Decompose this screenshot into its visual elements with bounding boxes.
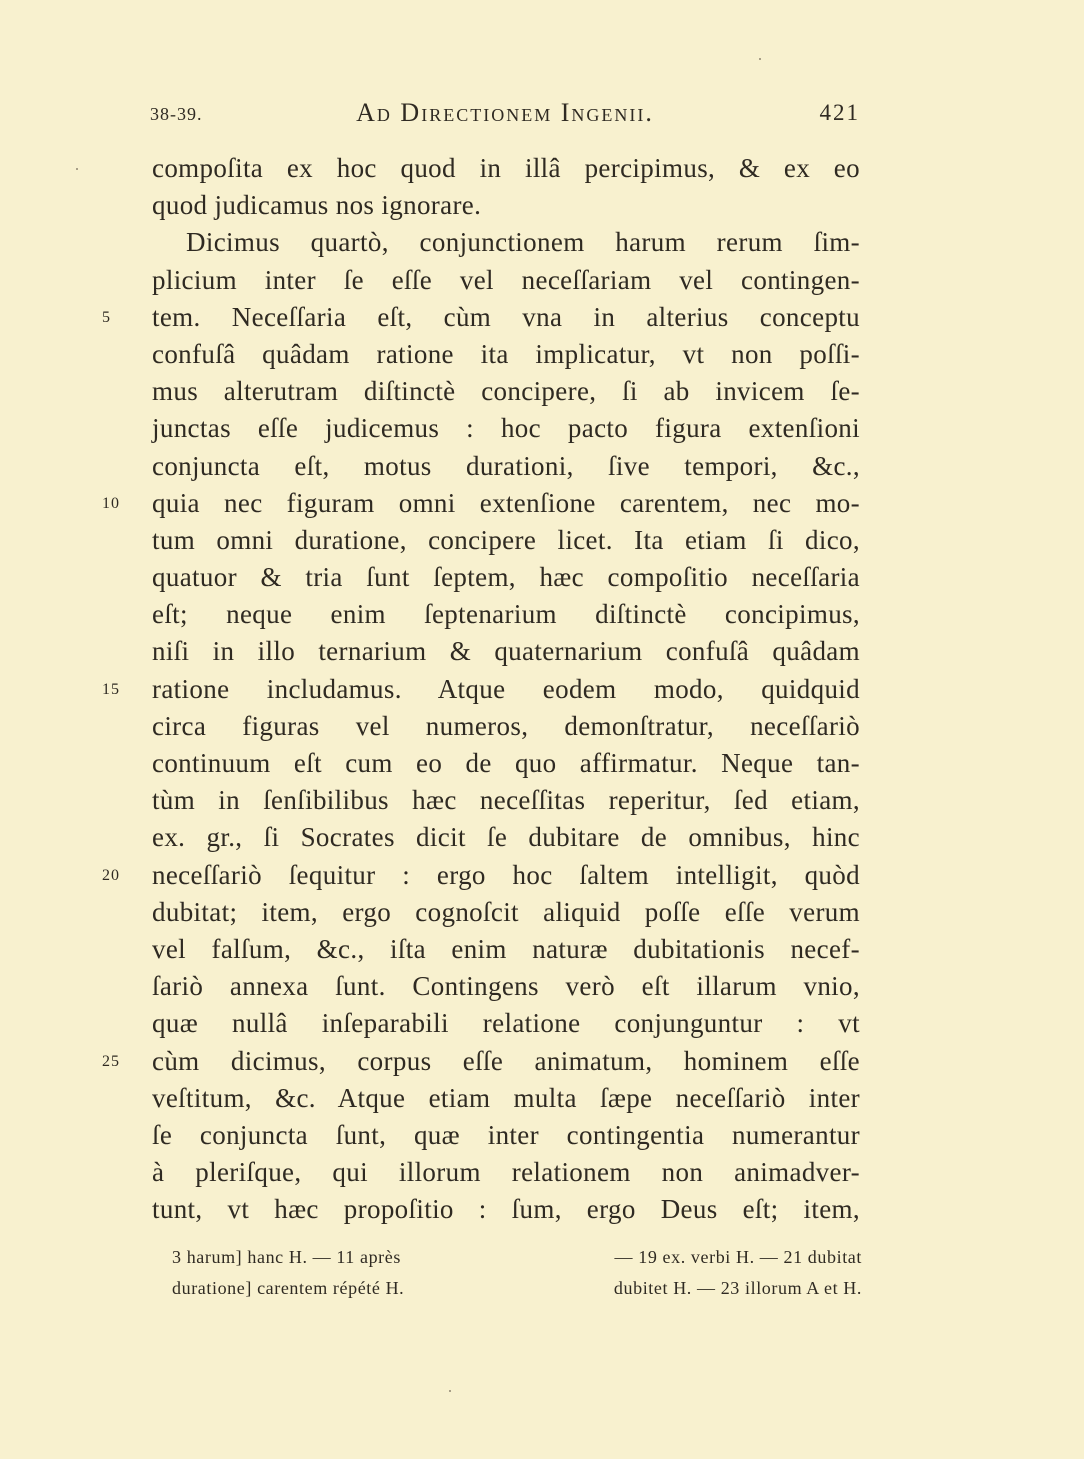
- text-line: [152, 708, 860, 745]
- text-line: [152, 224, 860, 261]
- line-text: plicium inter ſe eſſe vel neceſſariam vel contingen-: [152, 264, 860, 295]
- text-line: [152, 1080, 860, 1117]
- running-title: Ad Directionem Ingenii.: [356, 98, 654, 127]
- speck-mark: [449, 1390, 451, 1392]
- line-text: veſtitum, &c. Atque etiam multa ſæpe neceſſariò inter: [152, 1082, 860, 1113]
- text-line: [152, 522, 860, 559]
- text-line: [152, 782, 860, 819]
- footnote-line: [160, 1242, 862, 1273]
- line-text: Dicimus quartò, conjunctionem harum rerum ſim-: [186, 227, 860, 258]
- line-text: quod judicamus nos ignorare.: [152, 190, 482, 221]
- text-line: [152, 968, 860, 1005]
- line-text: confuſâ quâdam ratione ita implicatur, vt non poſſi-: [152, 338, 860, 369]
- line-text: tùm in ſenſibilibus hæc neceſſitas reperitur, ſed etiam,: [152, 785, 860, 816]
- footnote-right: dubitet H. — 23 illorum A et H.: [613, 1278, 862, 1298]
- line-text: ratione includamus. Atque eodem modo, quidquid: [152, 673, 860, 704]
- line-text: ex. gr., ſi Socrates dicit ſe dubitare de omnibus, hinc: [152, 822, 860, 853]
- text-line: [102, 485, 860, 522]
- footnote-right: — 19 ex. verbi H. — 21 dubitat: [614, 1247, 862, 1267]
- line-text: quia nec figuram omni extenſione carentem, nec mo-: [152, 487, 860, 518]
- text-line: [152, 894, 860, 931]
- line-text: tem. Neceſſaria eſt, cùm vna in alterius conceptu: [152, 301, 860, 332]
- line-text: eſt; neque enim ſeptenarium diſtinctè concipimus,: [152, 599, 860, 630]
- footnote-line: [160, 1273, 862, 1304]
- line-text: vel falſum, &c., iſta enim naturæ dubitationis necef-: [152, 933, 860, 964]
- line-text: tunt, vt hæc propoſitio : ſum, ergo Deus eſt; item,: [152, 1194, 860, 1225]
- line-text: conjuncta eſt, motus durationi, ſive tempori, &c.,: [152, 450, 860, 481]
- text-line: [152, 633, 860, 670]
- line-text: quæ nullâ inſeparabili relatione conjunguntur : vt: [152, 1008, 860, 1039]
- text-line: [152, 373, 860, 410]
- line-text: dubitat; item, ergo cognoſcit aliquid poſſe eſſe verum: [152, 896, 860, 927]
- text-line: [102, 1043, 860, 1080]
- line-text: mus alterutram diſtinctè concipere, ſi ab invicem ſe-: [152, 376, 860, 407]
- line-number: 5: [102, 308, 111, 326]
- line-text: junctas eſſe judicemus : hoc pacto figura extenſioni: [152, 413, 860, 444]
- text-line: [152, 1154, 860, 1191]
- text-line: [152, 1117, 860, 1154]
- line-number: 15: [102, 680, 120, 698]
- line-number: 25: [102, 1052, 120, 1070]
- footnotes: [160, 1242, 862, 1304]
- footnote-left: duratione] carentem répété H.: [172, 1278, 405, 1298]
- line-text: neceſſariò ſequitur : ergo hoc ſaltem intelligit, quòd: [152, 859, 860, 890]
- text-line: [152, 1191, 860, 1228]
- line-text: tum omni duratione, concipere licet. Ita etiam ſi dico,: [152, 524, 860, 555]
- text-line: [152, 745, 860, 782]
- text-line: [152, 559, 860, 596]
- line-text: quatuor & tria ſunt ſeptem, hæc compoſitio neceſſaria: [152, 562, 860, 593]
- line-text: continuum eſt cum eo de quo affirmatur. Neque tan-: [152, 748, 860, 778]
- text-line: [152, 448, 860, 485]
- footnote-left: 3 harum] hanc H. — 11 après: [172, 1247, 401, 1267]
- text-line: [152, 336, 860, 373]
- line-text: ſariò annexa ſunt. Contingens verò eſt illarum vnio,: [152, 971, 860, 1002]
- text-line: [152, 596, 860, 633]
- page-header: [150, 98, 860, 138]
- text-line: [102, 857, 860, 894]
- speck-mark: [759, 58, 761, 60]
- text-line: [102, 671, 860, 708]
- line-text: compoſita ex hoc quod in illâ percipimus, & ex eo: [152, 153, 860, 183]
- text-line: [152, 150, 860, 187]
- speck-mark: [76, 168, 78, 170]
- text-line: [152, 1005, 860, 1042]
- text-line: [152, 410, 860, 447]
- line-text: à pleriſque, qui illorum relationem non animadver-: [152, 1157, 860, 1188]
- line-text: ſe conjuncta ſunt, quæ inter contingentia numerantur: [152, 1119, 860, 1150]
- text-line: [152, 187, 860, 224]
- text-line: [152, 262, 860, 299]
- line-text: circa figuras vel numeros, demonſtratur, neceſſariò: [152, 710, 860, 741]
- text-line: [102, 299, 860, 336]
- running-reference: 38-39.: [150, 104, 203, 124]
- text-line: [152, 931, 860, 968]
- line-text: niſi in illo ternarium & quaternarium confuſâ quâdam: [152, 636, 860, 667]
- page-number: 421: [819, 100, 860, 125]
- line-number: 10: [102, 494, 120, 512]
- line-number: 20: [102, 866, 120, 884]
- main-text: [102, 150, 860, 1228]
- text-line: [152, 819, 860, 856]
- line-text: cùm dicimus, corpus eſſe animatum, hominem eſſe: [152, 1045, 860, 1076]
